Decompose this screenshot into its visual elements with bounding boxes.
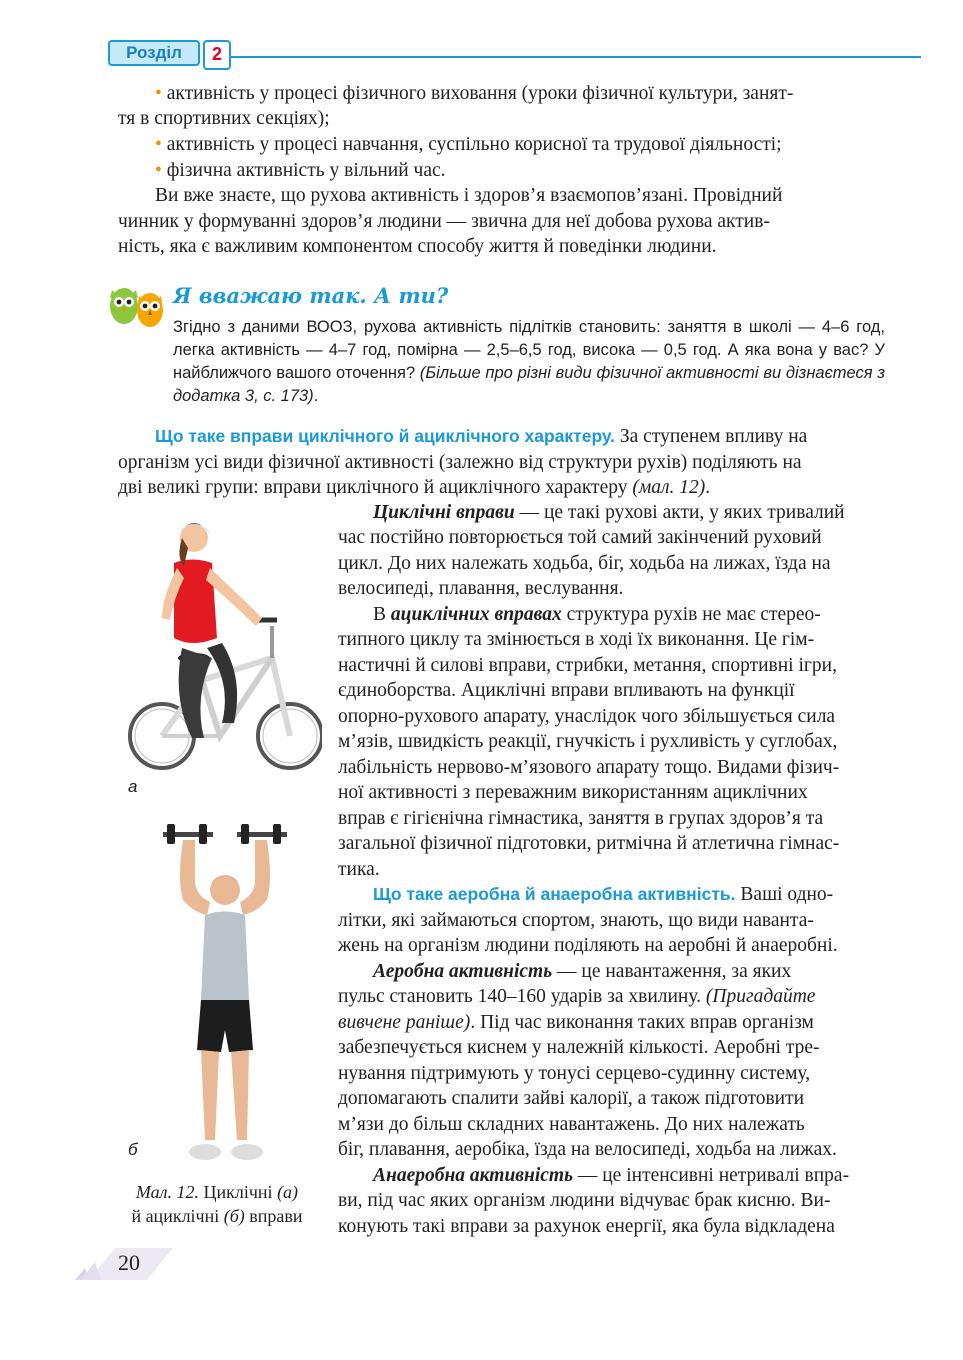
section1-line-1: Що таке вправи циклічного й ациклічного характеру. За ступенем впливу на bbox=[155, 426, 808, 447]
intro-line-1: Ви вже знаєте, що рухова активність і здоров’я взаємопов’язані. Провідний bbox=[155, 185, 783, 206]
aerobic-line-4: забезпечується киснем у належній кількості. Аеробні тре- bbox=[338, 1037, 820, 1058]
acyclic-line-10: загальної фізичної підготовки, ритмічна й атлетична гімнас- bbox=[338, 833, 840, 854]
header-rule bbox=[231, 56, 921, 58]
owls-icon bbox=[108, 280, 168, 332]
figure-caption: Мал. 12. Циклічні (а) й ациклічні (б) вправи bbox=[131, 1182, 303, 1226]
aerobic-line-3: вивчене раніше). Під час виконання таких вправ організм bbox=[338, 1012, 814, 1033]
bullet-item-1: • активність у процесі фізичного виховання (уроки фізичної культури, занят- bbox=[155, 83, 794, 104]
section1-line-3: дві великі групи: вправи циклічного й ациклічного характеру (мал. 12). bbox=[118, 477, 711, 498]
acyclic-line-2: типного циклу та змінюється в ході їх виконання. Це гім- bbox=[338, 629, 815, 650]
anaerobic-line-1: Анаеробна активність — це інтенсивні нетривалі впра- bbox=[373, 1165, 850, 1186]
figure-label-b: б bbox=[128, 1140, 138, 1159]
bullet-item-3: • фізична активність у вільний час. bbox=[155, 160, 446, 181]
acyclic-line-6: м’язів, швидкість реакції, гнучкість і рухливість у суглобах, bbox=[338, 731, 838, 752]
intro-line-3: ність, яка є важливим компонентом способу життя й поведінки людини. bbox=[118, 236, 717, 257]
cyclic-line-1: Циклічні вправи — це такі рухові акти, у яких тривалий bbox=[373, 502, 845, 523]
section2-line-1: Що таке аеробна й анаеробна активність. Ваші одно- bbox=[373, 884, 834, 905]
acyclic-line-9: вправ є гігієнічна гімнастика, заняття в групах здоров’я та bbox=[338, 808, 824, 829]
cyclist-image bbox=[122, 508, 322, 798]
dumbbell-man-image bbox=[155, 820, 300, 1168]
bullet-icon: • bbox=[155, 160, 162, 181]
bullet-icon: • bbox=[155, 83, 162, 104]
figure-label-a: а bbox=[128, 777, 138, 796]
acyclic-line-5: опорно-рухового апарату, унаслідок чого збільшується сила bbox=[338, 706, 836, 727]
acyclic-line-1: В ациклічних вправах структура рухів не має стерео- bbox=[373, 604, 821, 625]
aerobic-line-2: пульс становить 140–160 ударів за хвилину. (Пригадайте bbox=[338, 986, 816, 1007]
acyclic-line-4: єдиноборства. Ациклічні вправи впливають на функції bbox=[338, 680, 795, 701]
aerobic-line-8: біг, плавання, аеробіка, їзда на велосипеді, ходьба на лижах. bbox=[338, 1139, 837, 1160]
section1-heading: Що таке вправи циклічного й ациклічного характеру. bbox=[155, 426, 615, 446]
section-number: 2 bbox=[203, 40, 231, 70]
acyclic-term: ациклічних вправах bbox=[390, 604, 562, 625]
aerobic-line-6: допомагають спалити зайві калорії, а також підготовити bbox=[338, 1088, 805, 1109]
aerobic-line-7: м’язи до більш складних навантажень. До них належать bbox=[338, 1114, 805, 1135]
opinion-title: Я вважаю так. А ти? bbox=[173, 283, 449, 308]
section2-line-2: літки, які займаються спортом, знають, що види наванта- bbox=[338, 910, 814, 931]
section1-line-2: організм усі види фізичної активності (залежно від структури рухів) поділяють на bbox=[118, 452, 802, 473]
acyclic-line-3: настичні й силові вправи, стрибки, метання, спортивні ігри, bbox=[338, 655, 837, 676]
bullet-item-2: • активність у процесі навчання, суспільно корисної та трудової діяльності; bbox=[155, 134, 782, 155]
opinion-body: Згідно з даними ВООЗ, рухова активність підлітків становить: заняття в школі — 4–6 год, легка активність — 4–7 год, помірна — 2,5–6,5 год, висока — 0,5 год. А яка вона у вас? У найближчого вашого оточення? (Більше про різні види фізичної активності ви дізнаєтеся з додатка 3, с. 173). bbox=[173, 318, 885, 405]
anaerobic-line-2: ви, під час яких організм людини відчуває брак кисню. Ви- bbox=[338, 1190, 831, 1211]
bullet-icon: • bbox=[155, 134, 162, 155]
cyclic-line-3: цикл. До них належать ходьба, біг, ходьба на лижах, їзда на bbox=[338, 553, 831, 574]
acyclic-line-11: тика. bbox=[338, 859, 380, 880]
acyclic-line-7: лабільність нервово-м’язового апарату тощо. Видами фізич- bbox=[338, 757, 840, 778]
bullet-item-1-cont: тя в спортивних секціях); bbox=[118, 108, 330, 129]
anaerobic-term: Анаеробна активність bbox=[373, 1165, 573, 1186]
cyclic-term: Циклічні вправи bbox=[373, 502, 515, 523]
section2-heading: Що таке аеробна й анаеробна активність. bbox=[373, 884, 736, 904]
cyclic-line-4: велосипеді, плавання, веслування. bbox=[338, 578, 624, 599]
acyclic-line-8: ної активності з переважним використанням ациклічних bbox=[338, 782, 808, 803]
anaerobic-line-3: конують такі вправи за рахунок енергії, яка була відкладена bbox=[338, 1216, 835, 1237]
aerobic-line-5: нування підтримують у тонусі серцево-судинну систему, bbox=[338, 1063, 811, 1084]
intro-line-2: чинник у формуванні здоров’я людини — звична для неї добова рухова актив- bbox=[118, 211, 770, 232]
cyclic-line-2: час постійно повторюється той самий закінчений руховий bbox=[338, 527, 822, 548]
aerobic-term: Аеробна активність bbox=[373, 961, 553, 982]
opinion-reference: (Більше про різні види фізичної активності ви дізнаєтеся з додатка 3, с. 173) bbox=[173, 364, 885, 405]
section2-line-3: жень на організм людини поділяють на аеробні й анаеробні. bbox=[338, 935, 838, 956]
section-label: Розділ bbox=[108, 40, 200, 66]
aerobic-line-1: Аеробна активність — це навантаження, за яких bbox=[373, 961, 792, 982]
page-number: 20 bbox=[118, 1250, 140, 1275]
